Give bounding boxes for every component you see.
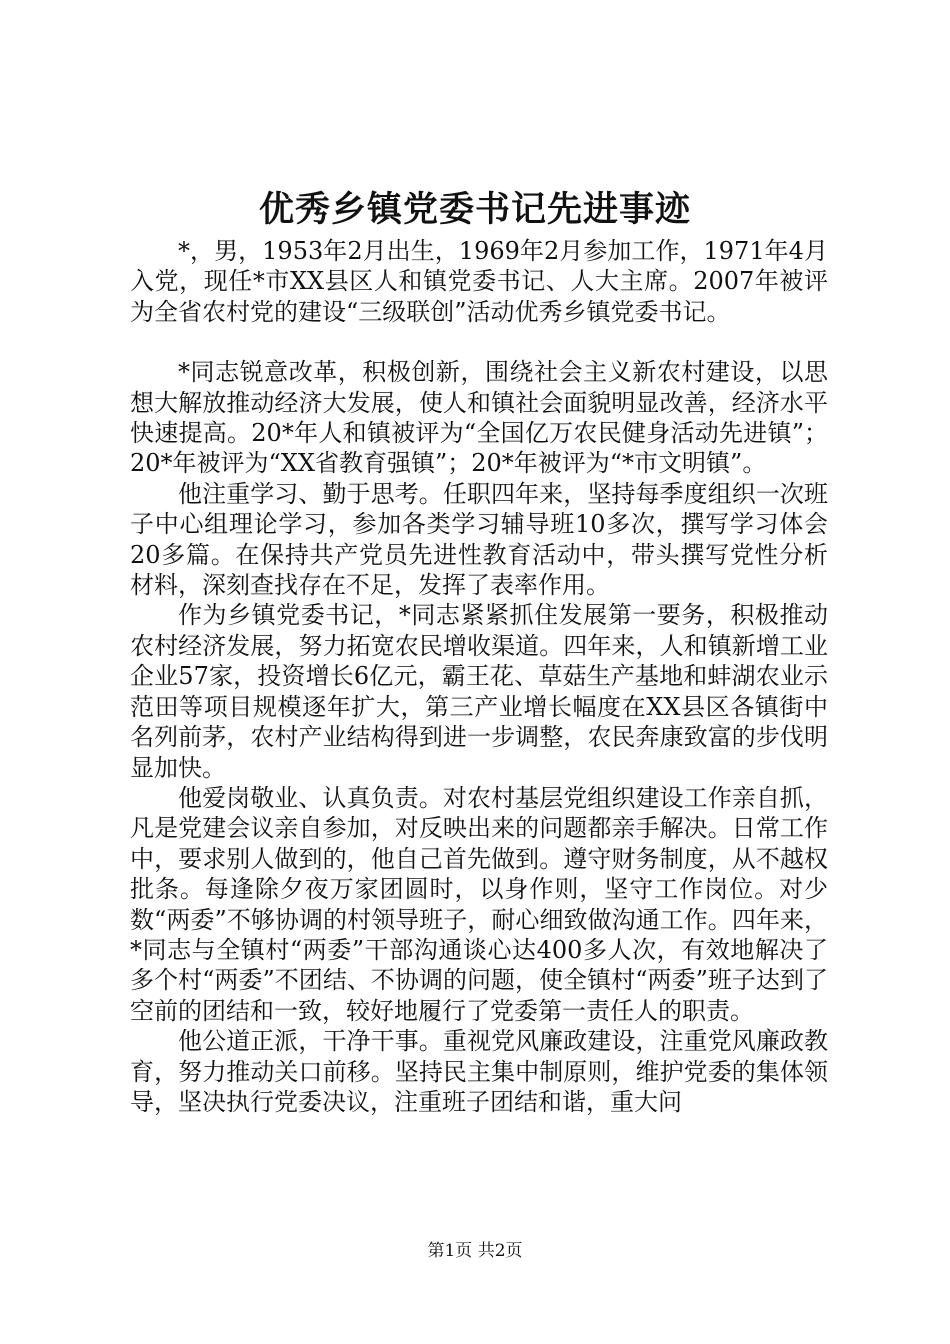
page-title: 优秀乡镇党委书记先进事迹: [258, 189, 691, 230]
paragraph-study: 他注重学习、勤于思考。任职四年来，坚持每季度组织一次班子中心组理论学习，参加各类学习辅导班10多次，撰写学习体会20多篇。在保持共产党员先进性教育活动中，带头撰写党性分析材料，深刻查找存在不足，发挥了表率作用。: [130, 479, 828, 600]
document-body: [130, 236, 828, 1117]
paragraph-reform: *同志锐意改革，积极创新，围绕社会主义新农村建设，以思想大解放推动经济大发展，使人和镇社会面貌明显改善，经济水平快速提高。20*年人和镇被评为“全国亿万农民健身活动先进镇”；20*年被评为“XX省教育强镇”；20*年被评为“*市文明镇”。: [130, 358, 828, 478]
paragraph-economy: 作为乡镇党委书记，*同志紧紧抓住发展第一要务，积极推动农村经济发展，努力拓宽农民增收渠道。四年来，人和镇新增工业企业57家，投资增长6亿元，霸王花、草菇生产基地和蚌湖农业示范田等项目规模逐年扩大，第三产业增长幅度在XX县区各镇街中名列前茅，农村产业结构得到进一步调整，农民奔康致富的步伐明显加快。: [130, 601, 828, 782]
page-footer: 第1页 共2页: [427, 1241, 523, 1261]
paragraph-intro: *，男，1953年2月出生，1969年2月参加工作，1971年4月入党，现任*市XX县区人和镇党委书记、人大主席。2007年被评为全省农村党的建设“三级联创”活动优秀乡镇党委书记。: [130, 237, 828, 326]
paragraph-integrity: 他公道正派，干净干事。重视党风廉政建设，注重党风廉政教育，努力推动关口前移。坚持民主集中制原则，维护党委的集体领导，坚决执行党委决议，注重班子团结和谐，重大问: [130, 1027, 828, 1116]
paragraph-dedication: 他爱岗敬业、认真负责。对农村基层党组织建设工作亲自抓，凡是党建会议亲自参加，对反映出来的问题都亲手解决。日常工作中，要求别人做到的，他自己首先做到。遵守财务制度，从不越权批条。每逢除夕夜万家团圆时，以身作则，坚守工作岗位。对少数“两委”不够协调的村领导班子，耐心细致做沟通工作。四年来，*同志与全镇村“两委”干部沟通谈心达400多人次，有效地解决了多个村“两委”不团结、不协调的问题，使全镇村“两委”班子达到了空前的团结和一致，较好地履行了党委第一责任人的职责。: [130, 783, 828, 1025]
paragraph-gap: [130, 327, 828, 357]
